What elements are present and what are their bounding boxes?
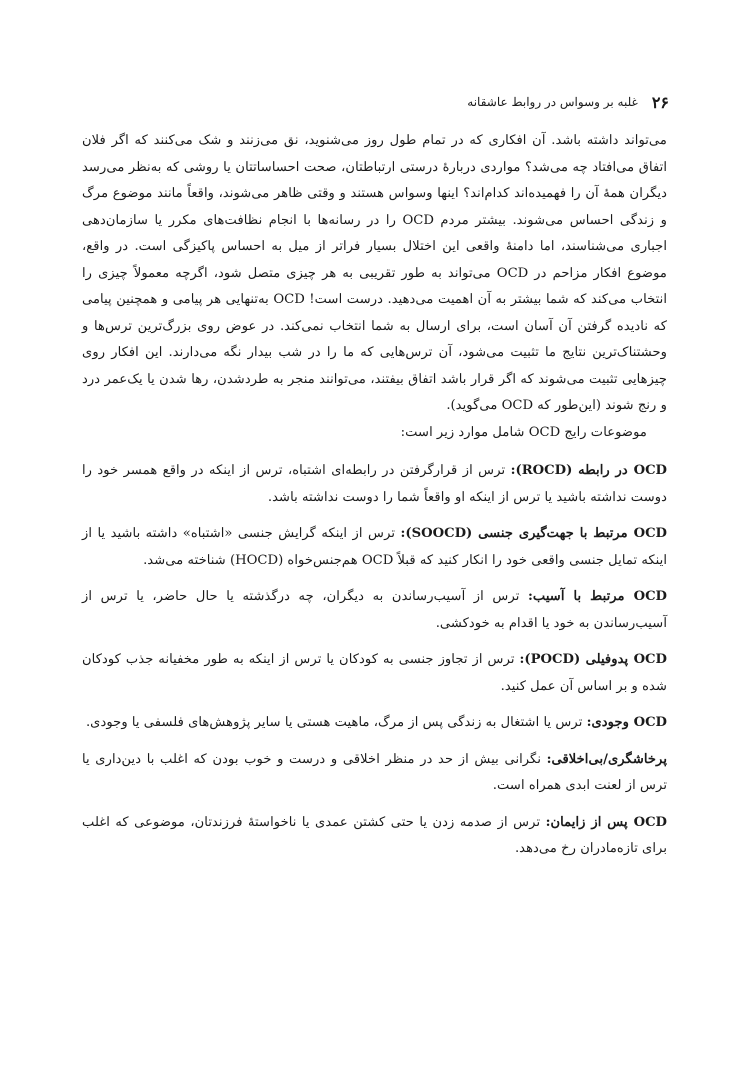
list-item-pocd bbox=[82, 647, 667, 700]
list-item-text: ترس از صدمه زدن یا حتی کشتن عمدی یا ناخواستهٔ فرزندتان، موضوعی که اغلب برای تازه‌مادران رخ می‌دهد. bbox=[82, 814, 667, 856]
intro-paragraph: می‌تواند داشته باشد. آن افکاری که در تمام طول روز می‌شنوید، نق می‌زنند و شک می‌کنند که اگر فلان اتفاق می‌افتاد چه می‌شد؟ مواردی دربارهٔ درستی ارتباطتان، صحت احساساتتان یا روشی که به‌نظر می‌رسد دیگران همهٔ آن را فهمیده‌اند کدام‌اند؟ اینها وسواس هستند و وقتی ظاهر می‌شوند، واقعاً مانند موضوع مرگ و زندگی احساس می‌شوند. بیشتر مردم OCD را در رسانه‌ها با انجام نظافت‌های مکرر یا سازمان‌دهی اجباری می‌شناسند، اما دامنهٔ واقعی این اختلال بسیار فراتر از میل به احساس پاکیزگی است. در واقع، موضوع افکار مزاحم در OCD می‌تواند به طور تقریبی به هر چیزی متصل شود، اگرچه معمولاً چیزی را انتخاب می‌کند که شما بیشتر به آن اهمیت می‌دهید. درست است! OCD به‌تنهایی هر پیامی و همچنین پیامی که نادیده گرفتن آن آسان است، برای ارسال به شما انتخاب نمی‌کند. در عوض روی بزرگ‌ترین ترس‌ها و وحشتناک‌ترین نتایج ما تثبیت می‌شود، آن ترس‌هایی که ما را در شب بیدار نگه می‌دارند. این افکار روی چیزهایی تثبیت می‌شوند که اگر قرار باشد اتفاق بیفتند، می‌توانند منجر به طردشدن، رها شدن یا یک‌عمر درد و رنج شوند (این‌طور که OCD می‌گوید). bbox=[82, 133, 667, 413]
page-number: ۲۶ bbox=[651, 92, 669, 112]
list-item-term: OCD در رابطه (ROCD): bbox=[510, 463, 667, 478]
list-item-text: ترس یا اشتغال به زندگی پس از مرگ، ماهیت هستی یا سایر پژوهش‌های فلسفی یا وجودی. bbox=[85, 715, 587, 730]
list-item-text: ترس از تجاوز جنسی به کودکان یا ترس از اینکه به طور مخفیانه جذب کودکان شده و بر اساس آن عمل کنید. bbox=[82, 652, 667, 694]
running-header bbox=[80, 92, 669, 112]
list-item-text: نگرانی بیش از حد در منظر اخلاقی و درست و خوب بودن که اغلب با دین‌داری یا ترس از لعنت ابدی همراه است. bbox=[82, 751, 667, 793]
list-item-text: ترس از اینکه گرایش جنسی «اشتباه» داشته باشید یا از اینکه تمایل جنسی واقعی خود را انکار کنید که قبلاً OCD هم‌جنس‌خواه (HOCD) شناخته می‌شد. bbox=[82, 526, 667, 568]
list-item-existential-ocd bbox=[82, 710, 667, 737]
list-item-harm-ocd bbox=[82, 584, 667, 637]
list-item-scrupulosity bbox=[82, 747, 667, 800]
running-title: غلبه بر وسواس در روابط عاشقانه bbox=[467, 95, 638, 109]
list-item-rocd bbox=[82, 458, 667, 511]
list-item-term: OCD مرتبط با جهت‌گیری جنسی (SOOCD): bbox=[400, 526, 667, 541]
list-item-soocd bbox=[82, 521, 667, 574]
list-intro-line: موضوعات رایج OCD شامل موارد زیر است: bbox=[400, 424, 647, 440]
list-item-text: ترس از قرارگرفتن در رابطه‌ای اشتباه، ترس از اینکه در واقع همسر خود را دوست نداشته باشید یا ترس از اینکه او واقعاً شما را دوست نداشته باشد. bbox=[82, 463, 667, 505]
list-item-term: پرخاشگری/بی‌اخلاقی: bbox=[546, 751, 667, 767]
list-item-term: OCD وجودی: bbox=[586, 715, 667, 730]
list-item-term: OCD پدوفیلی (POCD): bbox=[519, 652, 667, 667]
list-item-postpartum-ocd bbox=[82, 810, 667, 863]
list-item-term: OCD مرتبط با آسیب: bbox=[528, 589, 667, 604]
page-body bbox=[82, 128, 667, 863]
list-item-term: OCD پس از زایمان: bbox=[545, 814, 667, 830]
list-item-text: ترس از آسیب‌رساندن به دیگران، چه درگذشته یا حال حاضر، یا ترس از آسیب‌رساندن به خود یا اقدام به خودکشی. bbox=[82, 589, 667, 631]
